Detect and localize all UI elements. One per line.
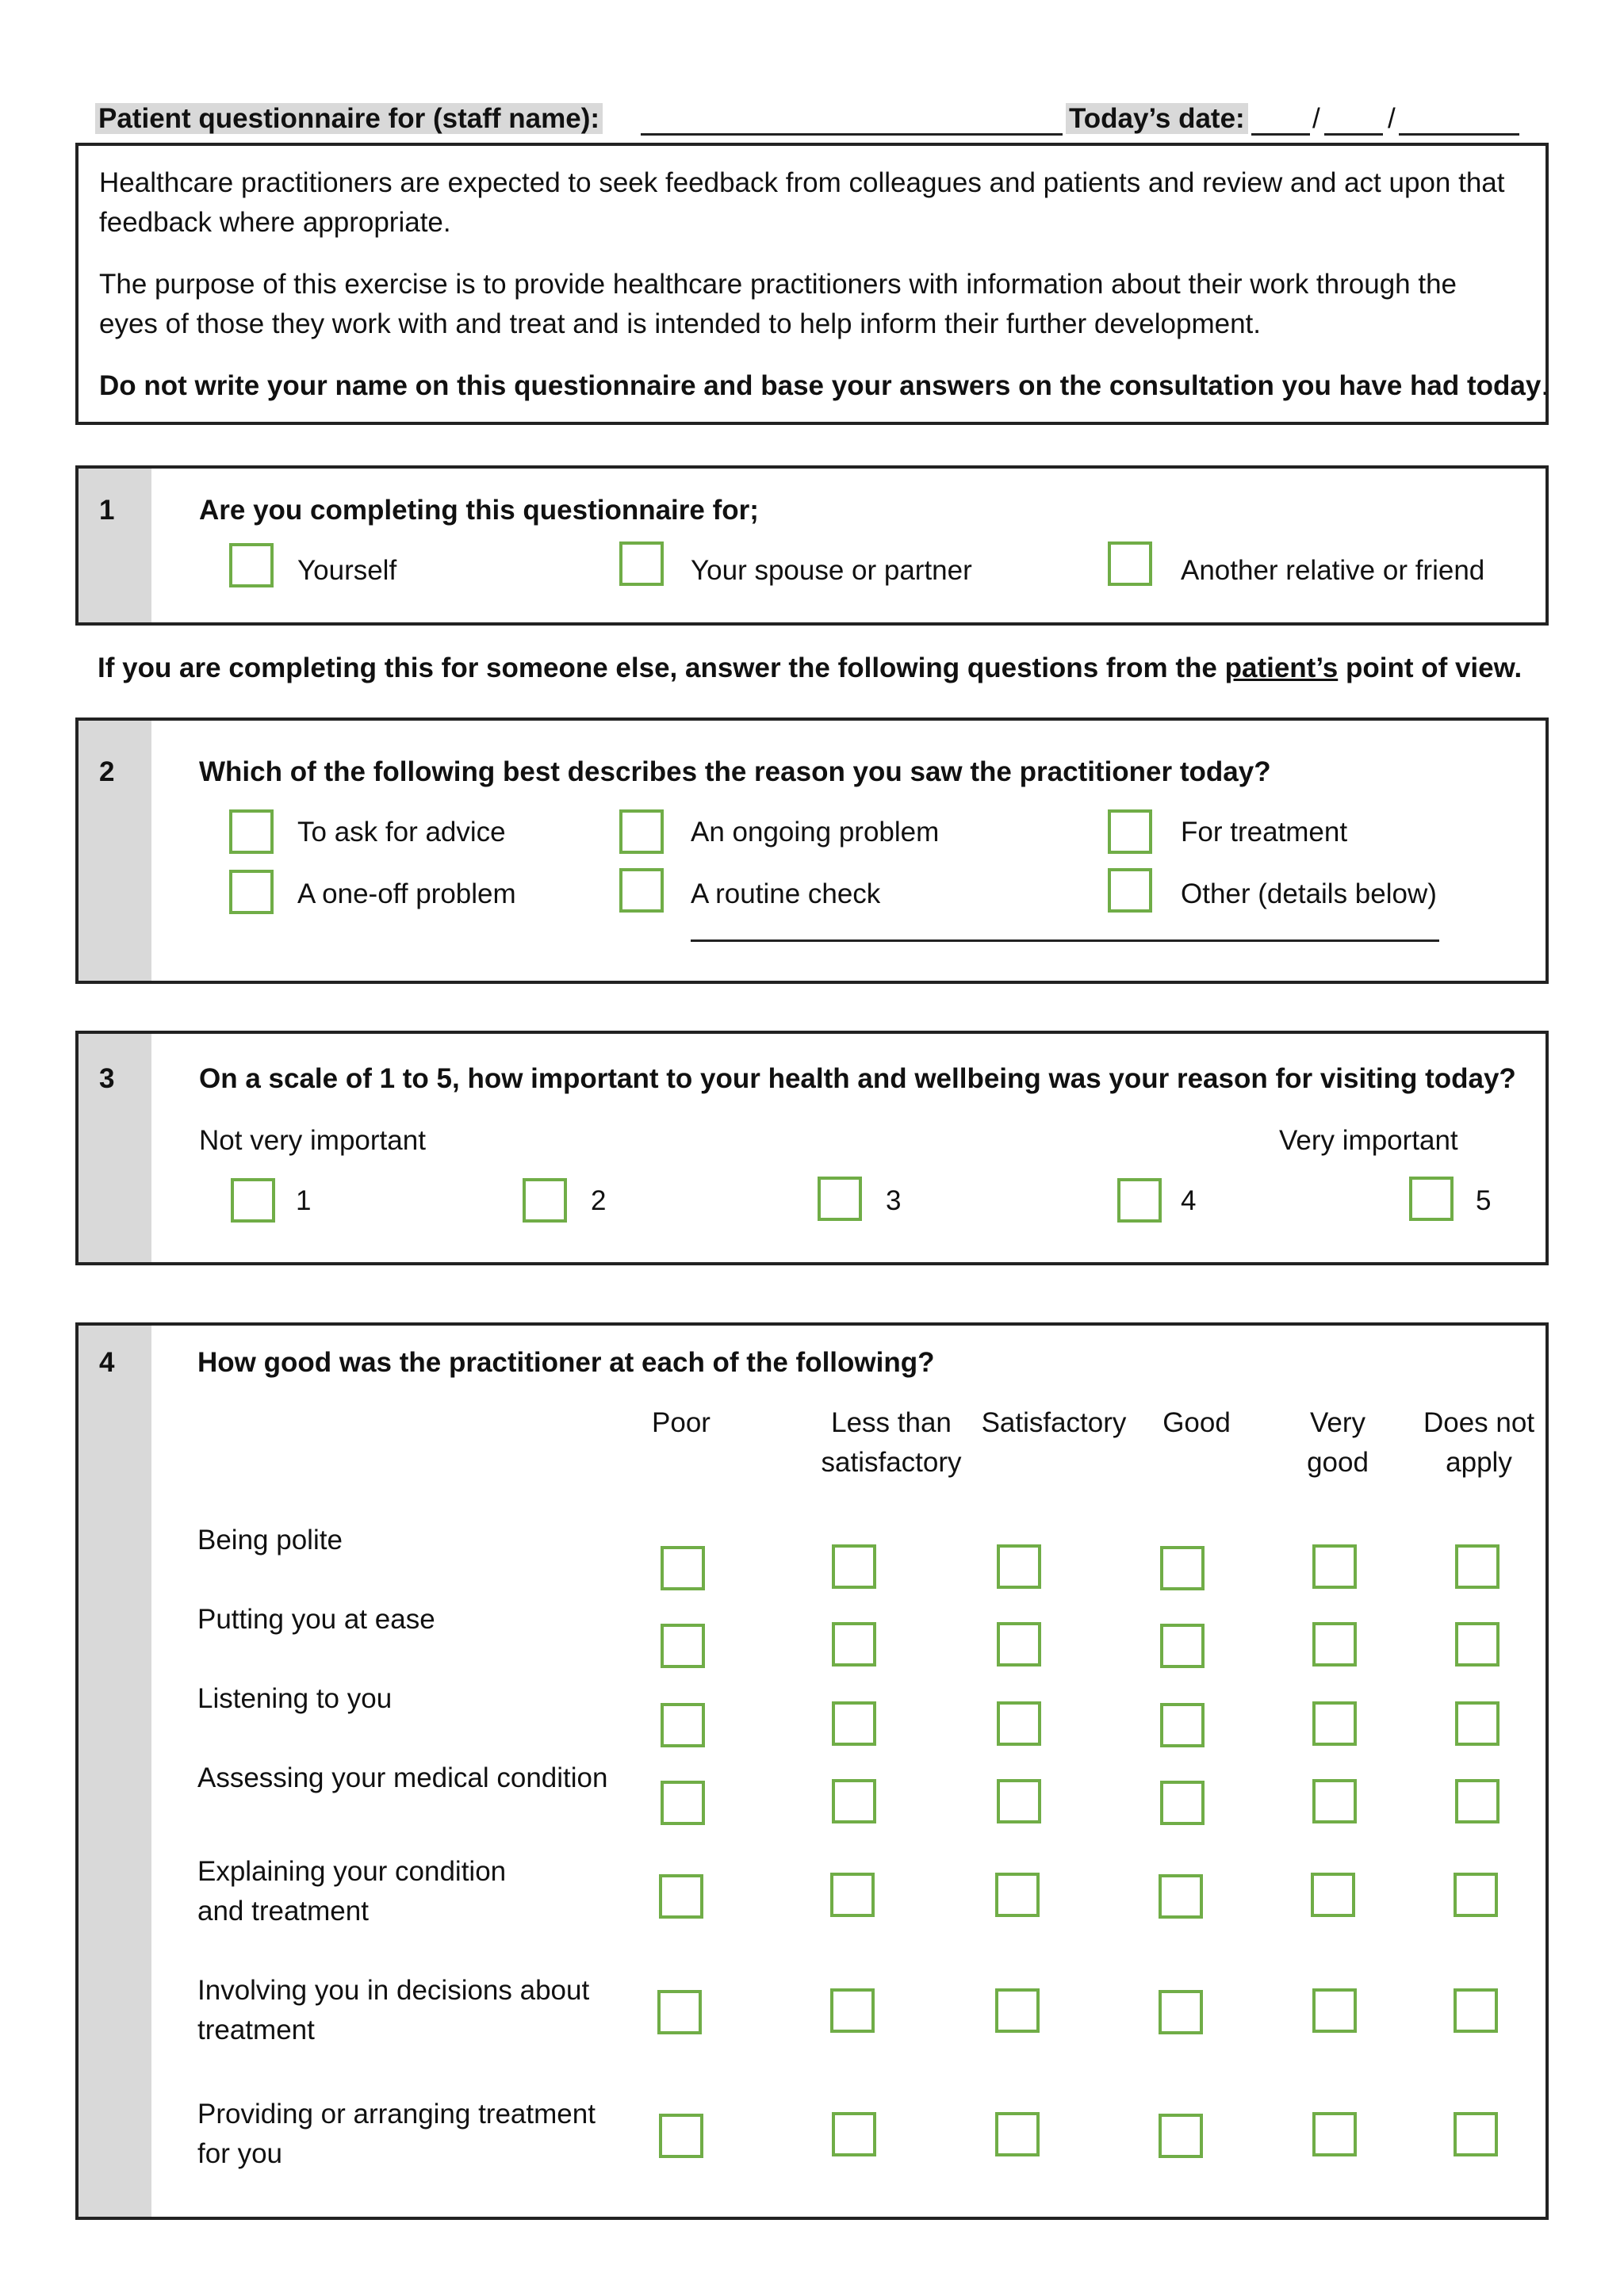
- row-label-line: treatment: [197, 2015, 315, 2045]
- checkbox-rating[interactable]: [995, 2112, 1040, 2156]
- checkbox-rating[interactable]: [1312, 1544, 1357, 1589]
- checkbox-rating[interactable]: [830, 1988, 875, 2033]
- column-header-line: Good: [1162, 1407, 1231, 1438]
- other-details-field[interactable]: [691, 911, 1439, 942]
- rating-row-label: [197, 1521, 343, 1560]
- option-label: To ask for advice: [297, 817, 506, 848]
- checkbox-scale-4[interactable]: [1117, 1178, 1162, 1223]
- checkbox-rating[interactable]: [1311, 1873, 1355, 1917]
- checkbox-rating[interactable]: [659, 2114, 703, 2158]
- column-header-line: good: [1307, 1447, 1369, 1478]
- column-header-line: Very: [1309, 1407, 1366, 1438]
- note-text: If you are completing this for someone else, answer the following questions from the: [98, 652, 1225, 683]
- rating-row-label: [197, 1600, 435, 1640]
- date-separator: /: [1388, 103, 1396, 134]
- question-strip: [79, 1034, 151, 1262]
- question-number: 4: [99, 1347, 115, 1378]
- date-label-text: Today’s date:: [1066, 103, 1248, 134]
- checkbox-rating[interactable]: [1455, 1779, 1500, 1823]
- question-2-box: [75, 718, 1549, 984]
- checkbox-rating[interactable]: [1454, 1988, 1498, 2033]
- rating-row-label: [197, 1679, 392, 1719]
- note-text-end: point of view.: [1338, 652, 1522, 683]
- checkbox-scale-1[interactable]: [231, 1178, 275, 1223]
- checkbox-rating[interactable]: [832, 2112, 876, 2156]
- checkbox-other[interactable]: [1108, 868, 1152, 913]
- row-label-line: for you: [197, 2138, 282, 2169]
- question-strip: [79, 721, 151, 981]
- option-label: For treatment: [1181, 817, 1348, 848]
- checkbox-scale-2[interactable]: [523, 1178, 567, 1223]
- checkbox-rating[interactable]: [1312, 2112, 1357, 2156]
- rating-row-label: [197, 2095, 596, 2174]
- intro-line: Healthcare practitioners are expected to seek feedback from colleagues and patients and review and act upon that: [99, 167, 1505, 198]
- checkbox-rating[interactable]: [1160, 1703, 1205, 1747]
- date-year-field[interactable]: [1399, 111, 1519, 136]
- column-header-does-not-apply: [1408, 1403, 1550, 1483]
- option-label: Your spouse or partner: [691, 555, 972, 586]
- intro-instruction-bold: Do not write your name on this questionnaire and base your answers on the consultation you have had today: [99, 370, 1542, 401]
- checkbox-rating[interactable]: [1312, 1779, 1357, 1823]
- option-label: Other (details below): [1181, 878, 1437, 909]
- checkbox-rating[interactable]: [659, 1874, 703, 1919]
- question-number: 3: [99, 1063, 115, 1094]
- checkbox-rating[interactable]: [830, 1873, 875, 1917]
- column-header-good: [1133, 1403, 1260, 1443]
- column-header-poor: [632, 1403, 730, 1443]
- checkbox-rating[interactable]: [661, 1703, 705, 1747]
- checkbox-rating[interactable]: [995, 1873, 1040, 1917]
- checkbox-ongoing-problem[interactable]: [619, 809, 664, 854]
- checkbox-rating[interactable]: [1159, 1990, 1203, 2034]
- option-label: Yourself: [297, 555, 397, 586]
- intro-instruction-end: .: [1541, 370, 1549, 401]
- checkbox-relative-friend[interactable]: [1108, 541, 1152, 586]
- checkbox-rating[interactable]: [1159, 1874, 1203, 1919]
- staff-name-label-text: Patient questionnaire for (staff name):: [95, 103, 603, 134]
- question-number: 1: [99, 495, 115, 526]
- checkbox-rating[interactable]: [1312, 1701, 1357, 1746]
- scale-value: 1: [296, 1185, 312, 1216]
- intro-line: eyes of those they work with and treat and is intended to help inform their further development.: [99, 308, 1261, 339]
- scale-low-label: Not very important: [199, 1125, 426, 1156]
- scale-value: 2: [591, 1185, 607, 1216]
- checkbox-rating[interactable]: [1455, 1622, 1500, 1667]
- question-strip: [79, 469, 151, 622]
- question-strip: [79, 1326, 151, 2217]
- checkbox-rating[interactable]: [832, 1701, 876, 1746]
- intro-line: The purpose of this exercise is to provide healthcare practitioners with information about their work through the: [99, 269, 1457, 300]
- checkbox-rating[interactable]: [832, 1544, 876, 1589]
- checkbox-rating[interactable]: [832, 1622, 876, 1667]
- checkbox-rating[interactable]: [661, 1624, 705, 1668]
- checkbox-treatment[interactable]: [1108, 809, 1152, 854]
- column-header-satisfactory: [951, 1403, 1157, 1443]
- checkbox-rating[interactable]: [997, 1701, 1041, 1746]
- checkbox-yourself[interactable]: [229, 543, 274, 587]
- checkbox-rating[interactable]: [995, 1988, 1040, 2033]
- checkbox-routine-check[interactable]: [619, 868, 664, 913]
- option-label: A routine check: [691, 878, 881, 909]
- column-header-line: apply: [1446, 1447, 1512, 1478]
- checkbox-scale-3[interactable]: [818, 1177, 862, 1221]
- patient-view-note: [98, 649, 1522, 688]
- column-header-line: satisfactory: [821, 1447, 962, 1478]
- question-text: On a scale of 1 to 5, how important to your health and wellbeing was your reason for visiting today?: [199, 1063, 1516, 1094]
- row-label-line: Being polite: [197, 1525, 343, 1556]
- staff-name-label: [95, 99, 603, 139]
- question-4-box: [75, 1322, 1549, 2220]
- checkbox-rating[interactable]: [1455, 1544, 1500, 1589]
- checkbox-rating[interactable]: [997, 1544, 1041, 1589]
- checkbox-rating[interactable]: [661, 1546, 705, 1590]
- checkbox-rating[interactable]: [1312, 1622, 1357, 1667]
- row-label-line: and treatment: [197, 1896, 369, 1927]
- column-header-line: Satisfactory: [981, 1407, 1127, 1438]
- checkbox-rating[interactable]: [661, 1781, 705, 1825]
- scale-value: 5: [1476, 1185, 1492, 1216]
- row-label-line: Explaining your condition: [197, 1856, 507, 1887]
- question-number: 2: [99, 756, 115, 787]
- scale-value: 3: [886, 1185, 902, 1216]
- scale-value: 4: [1181, 1185, 1197, 1216]
- checkbox-rating[interactable]: [1312, 1988, 1357, 2033]
- date-month-field[interactable]: [1324, 111, 1383, 136]
- rating-row-label: [197, 1758, 607, 1798]
- rating-row-label: [197, 1852, 506, 1931]
- date-day-field[interactable]: [1251, 111, 1310, 136]
- checkbox-scale-5[interactable]: [1409, 1177, 1454, 1221]
- intro-line: feedback where appropriate.: [99, 207, 451, 238]
- date-label: [1066, 99, 1248, 139]
- column-header-line: Less than: [831, 1407, 952, 1438]
- question-1-box: [75, 465, 1549, 626]
- option-label: Another relative or friend: [1181, 555, 1485, 586]
- question-text: Which of the following best describes the reason you saw the practitioner today?: [199, 756, 1271, 787]
- staff-name-field[interactable]: [641, 111, 1063, 136]
- checkbox-rating[interactable]: [1454, 2112, 1498, 2156]
- column-header-very-good: [1274, 1403, 1401, 1483]
- date-separator: /: [1312, 103, 1320, 134]
- intro-instruction: [99, 366, 1549, 406]
- checkbox-rating[interactable]: [1454, 1873, 1498, 1917]
- row-label-line: Providing or arranging treatment: [197, 2099, 596, 2130]
- checkbox-rating[interactable]: [997, 1779, 1041, 1823]
- checkbox-rating[interactable]: [1159, 2114, 1203, 2158]
- checkbox-rating[interactable]: [1455, 1701, 1500, 1746]
- checkbox-rating[interactable]: [997, 1622, 1041, 1667]
- option-label: An ongoing problem: [691, 817, 940, 848]
- option-label: A one-off problem: [297, 878, 516, 909]
- checkbox-advice[interactable]: [229, 809, 274, 854]
- intro-box: [75, 143, 1549, 425]
- checkbox-rating[interactable]: [1160, 1781, 1205, 1825]
- rating-row-label: [197, 1971, 589, 2050]
- checkbox-rating[interactable]: [1160, 1546, 1205, 1590]
- scale-high-label: Very important: [1279, 1125, 1458, 1156]
- row-label-line: Assessing your medical condition: [197, 1762, 608, 1793]
- note-underlined: patient’s: [1224, 652, 1339, 683]
- checkbox-rating[interactable]: [832, 1779, 876, 1823]
- question-text: How good was the practitioner at each of the following?: [197, 1347, 935, 1378]
- row-label-line: Listening to you: [197, 1683, 393, 1714]
- row-label-line: Involving you in decisions about: [197, 1975, 590, 2006]
- checkbox-one-off-problem[interactable]: [229, 870, 274, 914]
- checkbox-rating[interactable]: [1160, 1624, 1205, 1668]
- question-3-box: [75, 1031, 1549, 1265]
- checkbox-spouse-partner[interactable]: [619, 541, 664, 586]
- column-header-line: Poor: [652, 1407, 710, 1438]
- checkbox-rating[interactable]: [657, 1990, 702, 2034]
- row-label-line: Putting you at ease: [197, 1604, 435, 1635]
- column-header-line: Does not: [1423, 1407, 1535, 1438]
- question-text: Are you completing this questionnaire for;: [199, 495, 759, 526]
